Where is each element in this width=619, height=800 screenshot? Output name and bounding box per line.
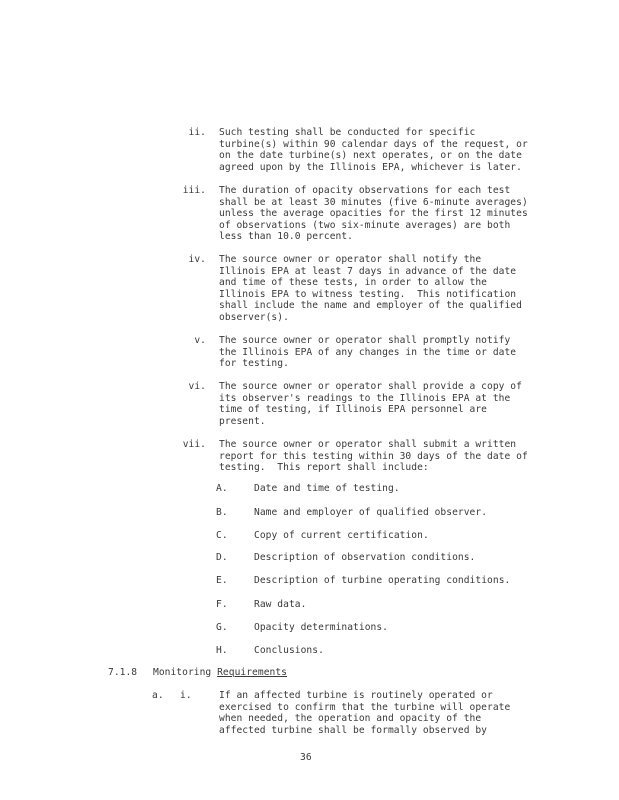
item-text-line: shall include the name and employer of the qualified [219, 300, 522, 312]
item-text-line: for testing. [219, 358, 289, 370]
item-text-line: turbine(s) within 90 calendar days of the request, or [219, 138, 528, 150]
sub-item-letter: H. [216, 645, 228, 656]
final-item-number: i. [180, 690, 192, 701]
item-text-line: The source owner or operator shall provide a copy of [219, 381, 522, 392]
sub-item-letter: C. [216, 530, 228, 541]
item-text-line: and time of these tests, in order to allow the [219, 277, 487, 289]
item-text-line: unless the average opacities for the first 12 minutes [219, 208, 528, 220]
sub-item-letter: D. [216, 552, 228, 563]
item-text-line: on the date turbine(s) next operates, or on the date [219, 150, 522, 162]
final-item-letter: a. [152, 690, 164, 701]
item-text-line: present. [219, 415, 266, 427]
section-title-underlined: Requirements [217, 667, 288, 678]
item-text-line: of observations (two six-minute averages) are both [219, 219, 511, 231]
item-text-line: The duration of opacity observations for each test [219, 185, 511, 196]
sub-item-text: Date and time of testing. [254, 483, 400, 494]
item-text-line: shall be at least 30 minutes (five 6-minute averages) [219, 196, 528, 208]
item-number: v. [194, 335, 206, 346]
final-item-text-line: affected turbine shall be formally observed by [219, 724, 487, 736]
item-text-line: less than 10.0 percent. [219, 231, 353, 243]
sub-item-text: Name and employer of qualified observer. [254, 507, 488, 518]
section-title [153, 667, 287, 679]
item-text-line: report for this testing within 30 days of the date of [219, 450, 528, 462]
item-text-line: its observer's readings to the Illinois EPA at the [219, 392, 511, 404]
item-text-line: Such testing shall be conducted for specific [219, 127, 476, 138]
item-text-line: Illinois EPA at least 7 days in advance of the date [219, 265, 517, 277]
item-text-line: The source owner or operator shall promptly notify [219, 335, 511, 346]
item-text-line: The source owner or operator shall notify the [219, 254, 482, 265]
page-number: 36 [300, 752, 312, 763]
item-text-line: the Illinois EPA of any changes in the time or date [219, 346, 517, 358]
item-text-line: agreed upon by the Illinois EPA, whichever is later. [219, 161, 522, 173]
item-text-line: testing. This report shall include: [219, 462, 429, 474]
item-number: iii. [182, 185, 206, 196]
item-text-line: The source owner or operator shall submit a written [219, 439, 517, 450]
sub-item-letter: F. [216, 599, 228, 610]
sub-item-text: Raw data. [254, 599, 307, 610]
sub-item-letter: B. [216, 507, 228, 518]
section-number: 7.1.8 [108, 667, 138, 678]
final-item-text-line: when needed, the operation and opacity of the [219, 713, 482, 725]
sub-item-text: Conclusions. [254, 645, 324, 656]
item-text-line: Illinois EPA to witness testing. This notification [219, 288, 517, 300]
final-item-text-line: If an affected turbine is routinely operated or [219, 690, 493, 701]
sub-item-text: Description of turbine operating conditions. [254, 575, 511, 586]
sub-item-text: Opacity determinations. [254, 622, 388, 633]
sub-item-text: Copy of current certification. [254, 530, 429, 541]
sub-item-letter: E. [216, 575, 228, 586]
sub-item-letter: A. [216, 483, 228, 494]
item-text-line: observer(s). [219, 312, 289, 323]
sub-item-text: Description of observation conditions. [254, 552, 476, 563]
item-number: iv. [188, 254, 206, 265]
item-number: vi. [188, 381, 206, 392]
item-number: ii. [188, 127, 206, 138]
item-number: vii. [182, 439, 206, 450]
final-item-text-line: exercised to confirm that the turbine will operate [219, 701, 511, 713]
sub-item-letter: G. [216, 622, 228, 633]
section-title-prefix: Monitoring [153, 667, 218, 678]
item-text-line: time of testing, if Illinois EPA personnel are [219, 404, 487, 416]
